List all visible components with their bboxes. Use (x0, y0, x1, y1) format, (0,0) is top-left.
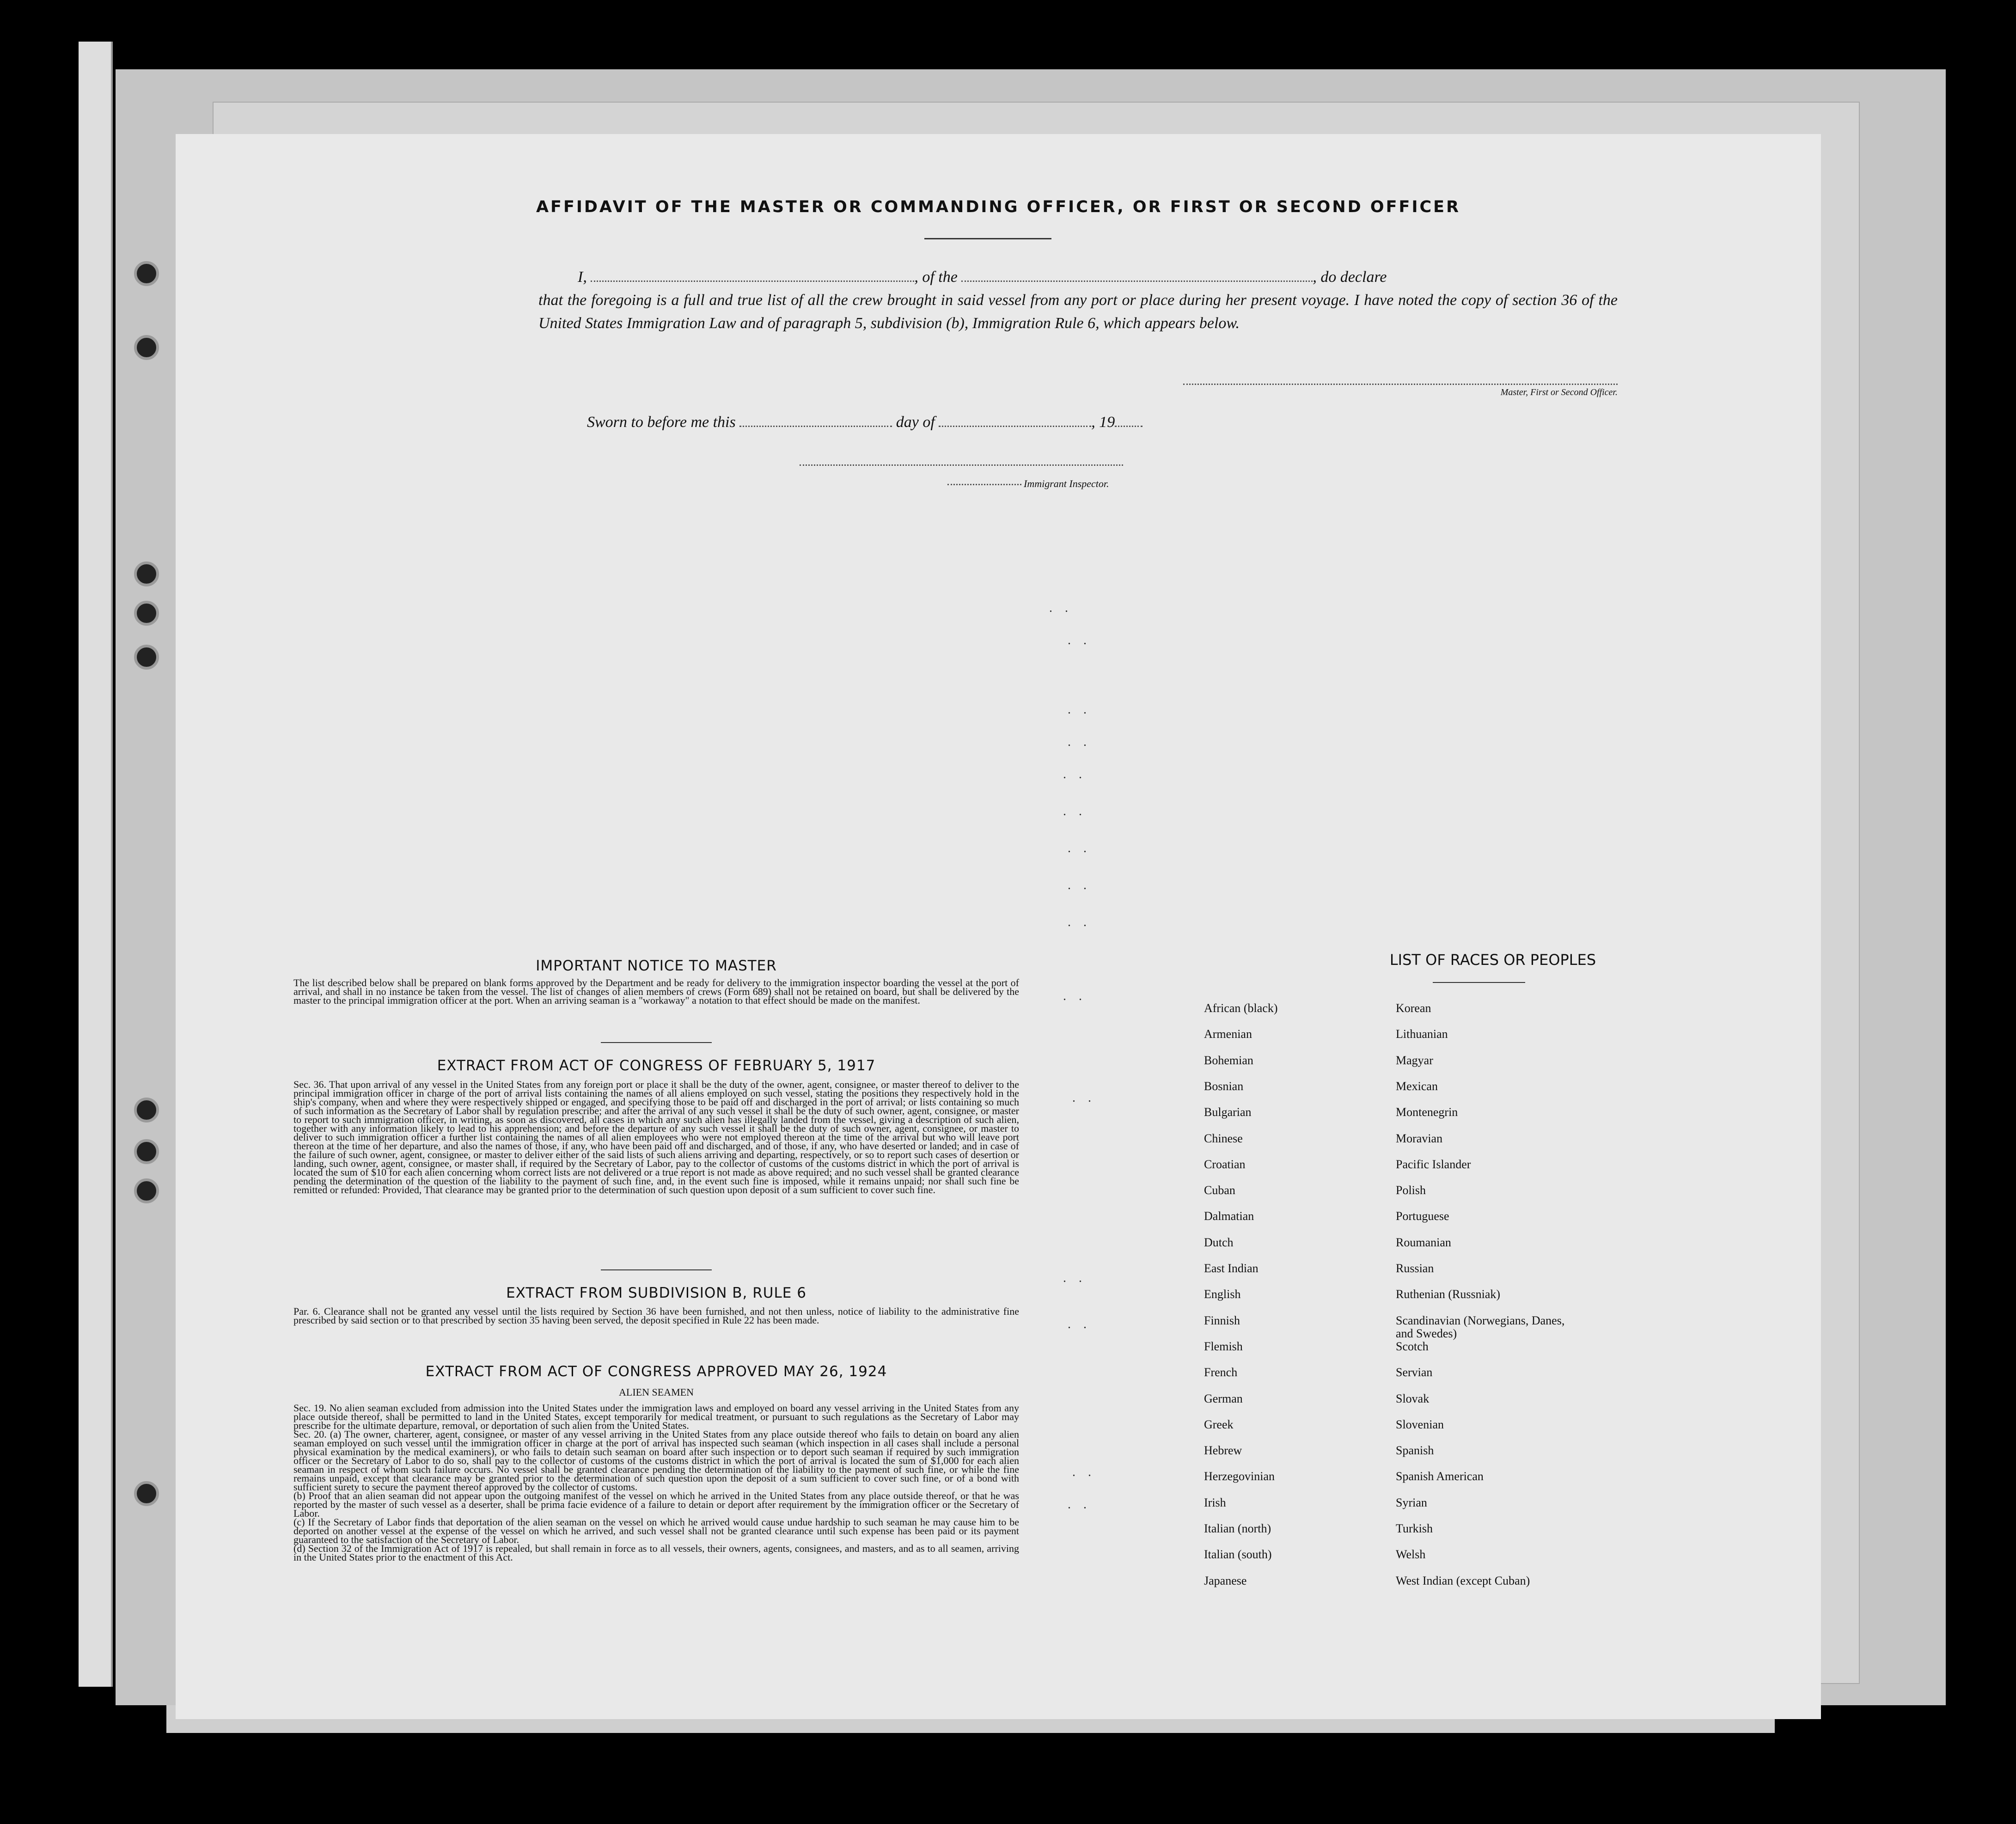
race-item: Welsh (1396, 1548, 1426, 1562)
race-item: Mexican (1396, 1079, 1438, 1093)
signature-label: Master, First or Second Officer. (1500, 387, 1618, 397)
race-item: Armenian (1204, 1027, 1252, 1041)
affidavit-do-declare: , do declare (1313, 268, 1387, 286)
sworn-year-blank[interactable] (1115, 426, 1142, 427)
name-blank[interactable] (591, 281, 914, 282)
affidavit-of-the: , of the (914, 268, 958, 286)
race-item: Greek (1204, 1417, 1234, 1431)
form-page: AFFIDAVIT OF THE MASTER OR COMMANDING OFFICER, OR FIRST OR SECOND OFFICER I, , of the , do declare that the foregoing is a full and true list of all the crew brought in said vessel from any port or place during her present voyage. I have noted the copy of section 36 of the United States Immigration Law and of paragraph 5, subdivision (b), Immigration Rule 6, which appears below. Master, First or Second Officer. Sworn to before me this day of , 19 Immigrant Inspector. . . . . . . . . . . . . . . . . . . . . . . . . . . . . . . IMPORTANT NOTICE TO MASTER The list described below shall be prepared on blank forms approved by the Department and be ready for delivery to the immigration inspector boarding the vessel at the port of arrival, and shall in no instance be taken from the vessel. The list of changes of alien members of crews (Form 689) shall not be retained on board, but shall be delivered by the master to the principal immigration officer at the port. When an arriving seaman is a "workaway" a notation to that effect should be made on the manifest. EXTRACT FROM ACT OF CONGRESS OF FEBRUARY 5, 1917 Sec. 36. That upon arrival of any vessel in the United States from any foreign port or place it shall be the duty of the owner, agent, consignee, or master thereof to deliver to the principal immigration officer in charge of the port of arrival lists containing the names of all aliens employed on such vessel, stating the positions they respectively hold in the ship's company, when and where they were respectively shipped or engaged, and specifying those to be paid off and discharged in the port of arrival; or lists containing so much of such information as the Secretary of Labor shall by regulation prescribe; and after the arrival of any such vessel it shall be the duty of such owner, agent, consignee, or master to report to such immigration officer, in writing, as soon as discovered, all cases in which any such alien has illegally landed from the vessel, giving a description of such alien, together with any information likely to lead to his apprehension; and before the departure of any such vessel it shall be the duty of such owner, agent, consignee, or master to deliver to such immigration officer a further list containing the names of all alien employees who were not employed thereon at the time of the arrival but who will leave port thereon at the time of her departure, and also the names of those, if any, who have been paid off and discharged, and of those, if any, who have deserted or landed; and in case of the failure of such owner, agent, consignee, or master to deliver either of the said lists of such aliens arriving and departing, respectively, or so to report such cases of desertion or landing, such owner, agent, consignee, or master shall, if required by the Secretary of Labor, pay to the collector of customs of the customs district in which the port of arrival is located the sum of $10 for each alien concerning whom correct lists are not delivered or a true report is not made as above required; and no such vessel shall be granted clearance pending the determination of the question of the liability to the payment of such fine, and, in the event such fine is imposed, while it remains unpaid; nor shall such fine be remitted or refunded: Provided, That clearance may be granted prior to the determination of such question upon deposit of a sum sufficient to cover such fine. EXTRACT FROM SUBDIVISION B, RULE 6 Par. 6. Clearance shall not be granted any vessel until the lists required by Section 36 have been furnished, and not then unless, notice of liability to the administrative fine prescribed by said section or to that prescribed by section 35 having been served, the deposit specified in Rule 22 has been made. EXTRACT FROM ACT OF CONGRESS APPROVED MAY 26, 1924 ALIEN SEAMEN Sec. 19. No alien seaman excluded from admission into the United States under the immigration laws and employed on board any vessel arriving in the United States from any place outside thereof, shall be permitted to land in the United States, except temporarily for medical treatment, or pursuant to such regulations as the Secretary of Labor may prescribe for the ultimate departure, removal, or deportation of such alien from the United States. Sec. 20. (a) The owner, charterer, agent, consignee, or master of any vessel arriving in the United States from any place outside thereof who fails to detain on board any alien seaman employed on such vessel until the immigration officer in charge at the port of arrival has inspected such seaman (which inspection in all cases shall include a personal physical examination by the medical examiners), or who fails to detain such seaman on board after such inspection or to deport such seaman if required by such immigration officer or the Secretary of Labor to do so, shall pay to the collector of customs of the customs district in which the port of arrival is located the sum of $1,000 for each alien seaman in respect of whom such failure occurs. No vessel shall be granted clearance pending the determination of the liability to the payment of such fine, or while the fine remains unpaid, except that clearance may be granted prior to the determination of such question upon the deposit of a sum sufficient to cover such fine, or of a bond with sufficient surety to secure the payment thereof approved by the collector of customs. (b) Proof that an alien seaman did not appear upon the outgoing manifest of the vessel on which he arrived in the United States from any place outside thereof, or that he was reported by the master of such vessel as a deserter, shall be prima facie evidence of a failure to detain or deport after requirement by the immigration officer or the Secretary of Labor. (c) If the Secretary of Labor finds that deportation of the alien seaman on the vessel on which he arrived would cause undue hardship to such seaman he may cause him to be deported on another vessel at the expense of the vessel on which he arrived, and such vessel shall not be granted clearance until such expense has been paid or its payment guaranteed to the satisfaction of the Secretary of Labor. (d) Section 32 of the Immigration Act of 1917 is repealed, but shall remain in force as to all vessels, their owners, agents, consignees, and masters, and as to all seamen, arriving in the United States prior to the enactment of this Act. LIST OF RACES OR PEOPLES African (black) Armenian Bohemian Bosnian Bulgarian Chinese Croatian Cuban Dalmatian Dutch East Indian English Finnish Flemish French German Greek Hebrew Herzegovinian Irish Italian (north) Italian (south) Japanese Korean Lithuanian Magyar Mexican Montenegrin Moravian Pacific Islander Polish Portuguese Roumanian Russian Ruthenian (Russniak) Scandinavian (Norwegians, Danes, and Swedes) Scotch Servian Slovak Slovenian Spanish Spanish American Syrian Turkish Welsh West Indian (except Cuban) (176, 134, 1821, 1719)
races-rule (1433, 982, 1525, 983)
binder-hole (134, 561, 159, 586)
race-item: Flemish (1204, 1339, 1243, 1353)
race-item: Moravian (1396, 1131, 1443, 1145)
race-item: Japanese (1204, 1574, 1247, 1587)
extract-rule6-body: Par. 6. Clearance shall not be granted any vessel until the lists required by Section 36 have been furnished, and not then unless, notice of liability to the administrative fine prescribed by said section or to that prescribed by section 35 having been served, the deposit specified in Rule 22 has been made. (293, 1305, 1019, 1326)
race-item: African (black) (1204, 1001, 1278, 1015)
notice-body: The list described below shall be prepared on blank forms approved by the Department and be ready for delivery to the immigration inspector boarding the vessel at the port of arrival, and shall in no instance be taken from the vessel. The list of changes of alien members of crews (Form 689) shall not be retained on board, but shall be delivered by the master to the principal immigration officer at the port. When an arriving seaman is a "workaway" a notation to that effect should be made on the manifest. (293, 977, 1019, 1006)
race-item: East Indian (1204, 1262, 1258, 1275)
section-rule (601, 1042, 712, 1043)
binder-hole (134, 645, 159, 670)
race-item: Croatian (1204, 1157, 1246, 1171)
affidavit-body-text: that the foregoing is a full and true list of all the crew brought in said vessel from any port or place during her present voyage. I have noted the copy of section 36 of the United States Immigration Law and of paragraph 5, subdivision (b), Immigration Rule 6, which appears below. (538, 292, 1618, 332)
race-item: French (1204, 1366, 1238, 1379)
race-item: Roumanian (1396, 1235, 1451, 1249)
race-item: Portuguese (1396, 1209, 1449, 1223)
race-item: Montenegrin (1396, 1105, 1458, 1119)
binder-hole (134, 335, 159, 360)
sworn-day-of: day of (896, 414, 935, 431)
race-item: Magyar (1396, 1053, 1433, 1067)
race-item: Slovenian (1396, 1417, 1444, 1431)
affidavit-i: I, (578, 268, 587, 286)
extract-1917-title: EXTRACT FROM ACT OF CONGRESS OF FEBRUARY 5, 1917 (437, 1057, 876, 1074)
race-item: Syrian (1396, 1495, 1427, 1509)
race-item: Bohemian (1204, 1053, 1253, 1067)
race-item: Korean (1396, 1001, 1431, 1015)
race-item: Cuban (1204, 1183, 1235, 1197)
race-item: Scandinavian (Norwegians, Danes, and Swedes) (1396, 1313, 1565, 1340)
inspector-line[interactable] (800, 464, 1123, 466)
binder-hole (134, 261, 159, 286)
binder-edge (79, 42, 113, 1687)
signature-line[interactable] (1183, 384, 1618, 385)
race-item: Bulgarian (1204, 1105, 1252, 1119)
binder-hole (134, 1178, 159, 1203)
race-item: Finnish (1204, 1313, 1240, 1327)
race-item: Slovak (1396, 1391, 1430, 1405)
race-item: Servian (1396, 1366, 1433, 1379)
race-item: Pacific Islander (1396, 1157, 1471, 1171)
extract-1924-subtitle: ALIEN SEAMEN (619, 1386, 694, 1398)
race-item: Italian (south) (1204, 1548, 1272, 1562)
race-item: German (1204, 1391, 1243, 1405)
vessel-blank[interactable] (961, 281, 1313, 282)
race-item: Italian (north) (1204, 1522, 1271, 1535)
race-item: West Indian (except Cuban) (1396, 1574, 1530, 1587)
extract-rule6-title: EXTRACT FROM SUBDIVISION B, RULE 6 (506, 1285, 806, 1301)
race-item: Hebrew (1204, 1444, 1242, 1458)
race-item: Turkish (1396, 1522, 1433, 1535)
race-item: Polish (1396, 1183, 1426, 1197)
affidavit-title: AFFIDAVIT OF THE MASTER OR COMMANDING OFFICER, OR FIRST OR SECOND OFFICER (536, 198, 1461, 216)
binder-hole (134, 1139, 159, 1164)
sworn-line (587, 414, 1142, 431)
race-item: Dalmatian (1204, 1209, 1254, 1223)
section-rule (601, 1269, 712, 1270)
race-item: Scotch (1396, 1339, 1429, 1353)
notice-title: IMPORTANT NOTICE TO MASTER (536, 958, 777, 974)
extract-1924-title: EXTRACT FROM ACT OF CONGRESS APPROVED MAY 26, 1924 (425, 1363, 887, 1380)
sworn-day-blank[interactable] (739, 426, 892, 427)
inspector-dots (947, 484, 1021, 485)
race-item: Ruthenian (Russniak) (1396, 1287, 1501, 1301)
binder-hole (134, 1481, 159, 1506)
race-item: Bosnian (1204, 1079, 1244, 1093)
race-item: Russian (1396, 1262, 1434, 1275)
race-item: Spanish (1396, 1444, 1434, 1458)
inspector-label: Immigrant Inspector. (1024, 478, 1109, 489)
extract-1924-body: Sec. 19. No alien seaman excluded from admission into the United States under the immigration laws and employed on board any vessel arriving in the United States from any place outside thereof, shall be permitted to land in the United States, except temporarily for medical treatment, or pursuant to such regulations as the Secretary of Labor may prescribe for the ultimate departure, removal, or deportation of such alien from the United States. Sec. 20. (a) The owner, charterer, agent, consignee, or master of any vessel arriving in the United States from any place outside thereof who fails to detain on board any alien seaman employed on such vessel until the immigration officer in charge at the port of arrival has inspected such seaman (which inspection in all cases shall include a personal physical examination by the medical examiners), or who fails to detain such seaman on board after such inspection or to deport such seaman if required by such immigration officer or the Secretary of Labor to do so, shall pay to the collector of customs of the customs district in which the port of arrival is located the sum of $1,000 for each alien seaman in respect of whom such failure occurs. No vessel shall be granted clearance pending the determination of the liability to the payment of such fine, or while the fine remains unpaid, except that clearance may be granted prior to the determination of such question upon the deposit of a sum sufficient to cover such fine, or of a bond with sufficient surety to secure the payment thereof approved by the collector of customs. (b) Proof that an alien seaman did not appear upon the outgoing manifest of the vessel on which he arrived in the United States from any place outside thereof, or that he was reported by the master of such vessel as a deserter, shall be prima facie evidence of a failure to detain or deport after requirement by the immigration officer or the Secretary of Labor. (c) If the Secretary of Labor finds that deportation of the alien seaman on the vessel on which he arrived would cause undue hardship to such seaman he may cause him to be deported on another vessel at the expense of the vessel on which he arrived, and such vessel shall not be granted clearance until such expense has been paid or its payment guaranteed to the satisfaction of the Secretary of Labor. (d) Section 32 of the Immigration Act of 1917 is repealed, but shall remain in force as to all vessels, their owners, agents, consignees, and masters, and as to all seamen, arriving in the United States prior to the enactment of this Act. (293, 1402, 1019, 1563)
binder-hole (134, 601, 159, 626)
title-rule (924, 238, 1051, 239)
race-item: Lithuanian (1396, 1027, 1448, 1041)
sworn-month-blank[interactable] (939, 426, 1091, 427)
race-item: Chinese (1204, 1131, 1243, 1145)
race-item: Dutch (1204, 1235, 1234, 1249)
sworn-year-prefix: , 19 (1091, 414, 1115, 431)
race-item: Irish (1204, 1495, 1226, 1509)
extract-1917-body: Sec. 36. That upon arrival of any vessel in the United States from any foreign port or place it shall be the duty of the owner, agent, consignee, or master thereof to deliver to the principal immigration officer in charge of the port of arrival lists containing the names of all aliens employed on such vessel, stating the positions they respectively hold in the ship's company, when and where they were respectively shipped or engaged, and specifying those to be paid off and discharged in the port of arrival; or lists containing so much of such information as the Secretary of Labor shall by regulation prescribe; and after the arrival of any such vessel it shall be the duty of such owner, agent, consignee, or master to report to such immigration officer, in writing, as soon as discovered, all cases in which any such alien has illegally landed from the vessel, giving a description of such alien, together with any information likely to lead to his apprehension; and before the departure of any such vessel it shall be the duty of such owner, agent, consignee, or master to deliver to such immigration officer a further list containing the names of all alien employees who were not employed thereon at the time of the arrival but who will leave port thereon at the time of her departure, and also the names of those, if any, who have been paid off and discharged, and of those, if any, who have deserted or landed; and in case of the failure of such owner, agent, consignee, or master to deliver either of the said lists of such aliens arriving and departing, respectively, or so to report such cases of desertion or landing, such owner, agent, consignee, or master shall, if required by the Secretary of Labor, pay to the collector of customs of the customs district in which the port of arrival is located the sum of $10 for each alien concerning whom correct lists are not delivered or a true report is not made as above required; and no such vessel shall be granted clearance pending the determination of the question of the liability to the payment of such fine, and, in the event such fine is imposed, while it remains unpaid; nor shall such fine be remitted or refunded: Provided, That clearance may be granted prior to the determination of such question upon deposit of a sum sufficient to cover such fine. (293, 1079, 1019, 1196)
affidavit-paragraph (538, 266, 1618, 335)
race-item: Spanish American (1396, 1470, 1484, 1483)
binder-hole (134, 1098, 159, 1122)
races-title: LIST OF RACES OR PEOPLES (1389, 951, 1596, 969)
race-item: Herzegovinian (1204, 1470, 1275, 1483)
race-item: English (1204, 1287, 1241, 1301)
sworn-prefix: Sworn to before me this (587, 414, 736, 431)
